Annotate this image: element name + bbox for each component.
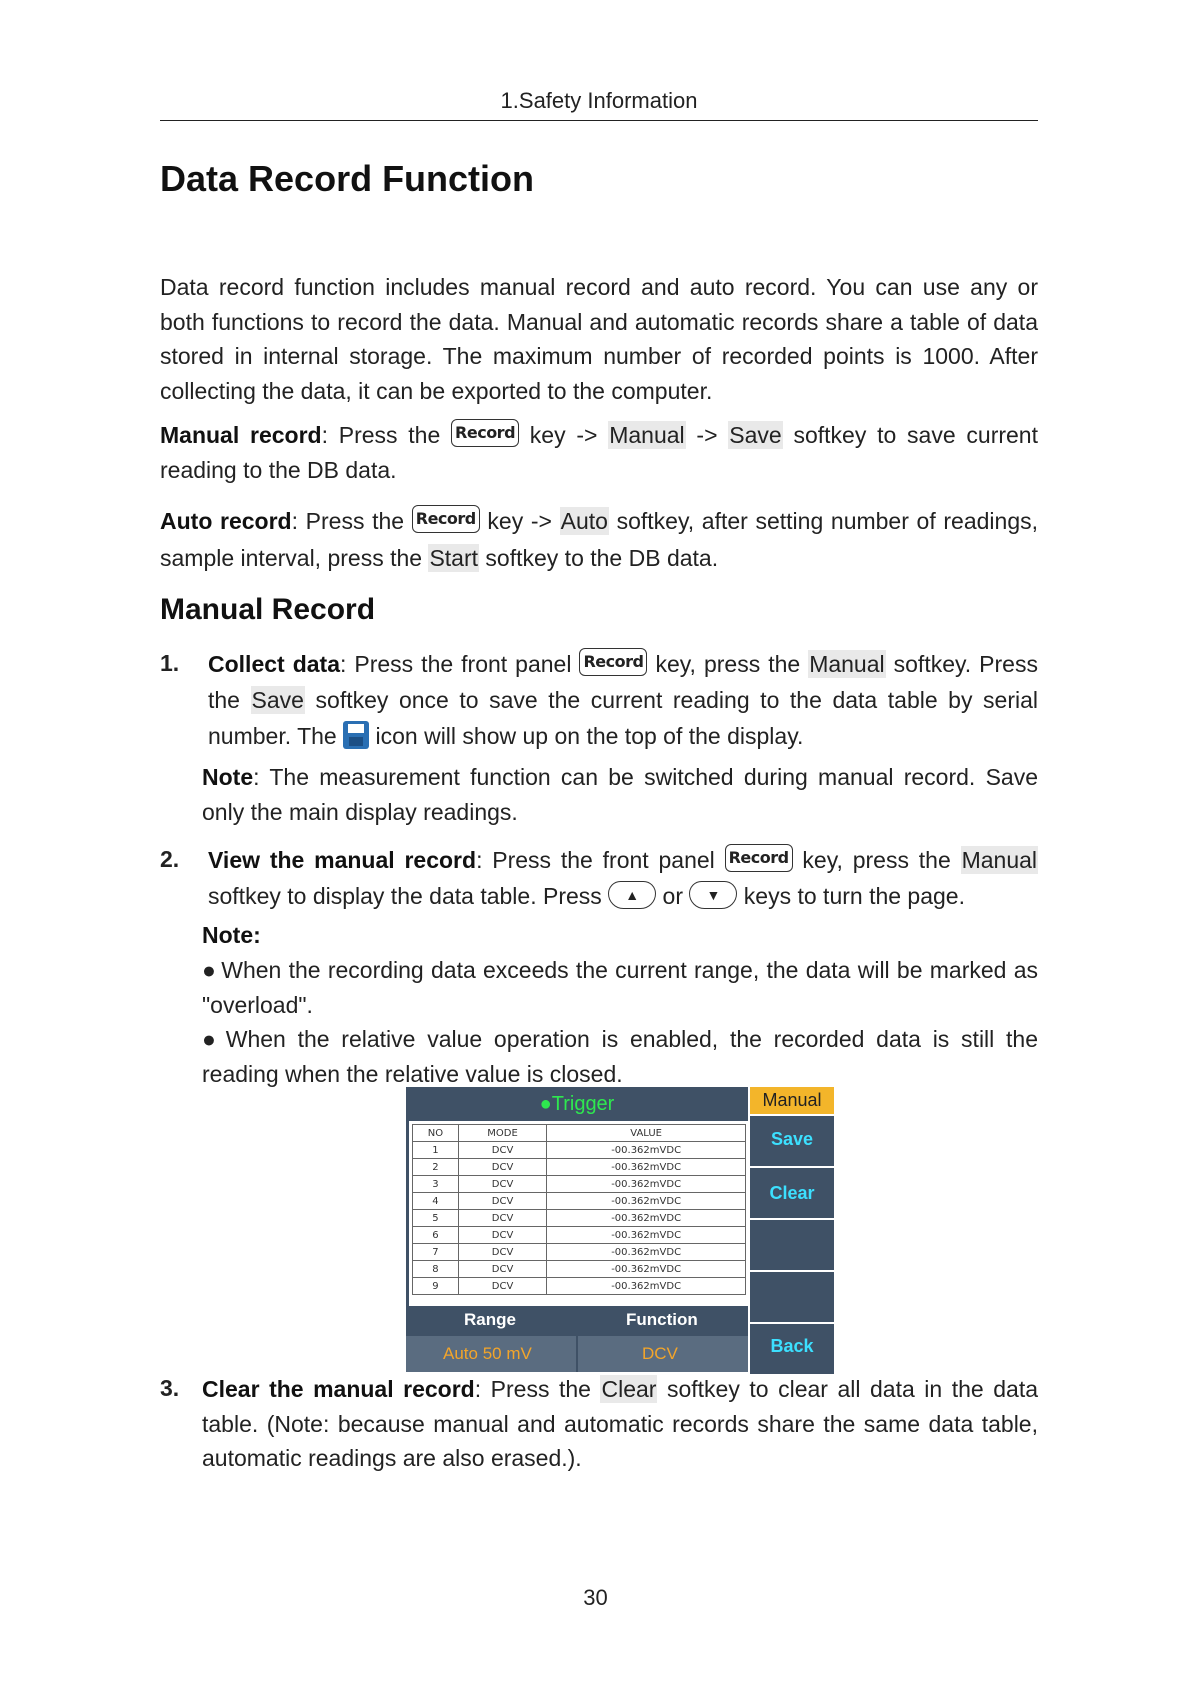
note-label: Note [202, 764, 254, 790]
manual-softkey-ref: Manual [809, 651, 885, 677]
auto-record-paragraph [160, 503, 1038, 577]
step-number: 2. [160, 846, 180, 872]
text: softkey to display the data table. Press [208, 883, 609, 909]
text: softkey to the DB data. [479, 545, 719, 571]
table-row [413, 1193, 746, 1210]
cell: -00.362mVDC [547, 1176, 746, 1193]
table-row [413, 1176, 746, 1193]
divider [576, 1336, 578, 1372]
cell: -00.362mVDC [547, 1278, 746, 1295]
cell: DCV [458, 1159, 546, 1176]
cell: DCV [458, 1193, 546, 1210]
note-label: Note: [202, 922, 261, 948]
auto-record-label: Auto record [160, 508, 292, 534]
text: : Press the [291, 508, 412, 534]
text: key, press the [647, 651, 809, 677]
text: softkey once to save the current reading to the data table by serial number. The [208, 687, 1038, 749]
trigger-status: ●Trigger [406, 1087, 748, 1121]
page-title: Data Record Function [160, 158, 535, 199]
bullet-item [202, 953, 1038, 1022]
cell: DCV [458, 1244, 546, 1261]
manual-softkey-ref: Manual [961, 847, 1038, 873]
cell: DCV [458, 1261, 546, 1278]
record-key-icon: Record [579, 648, 647, 676]
text: key -> [479, 508, 560, 534]
cell: 1 [413, 1142, 459, 1159]
table-row [413, 1159, 746, 1176]
step1-text [208, 646, 1038, 754]
up-arrow-key-icon: ▲ [608, 881, 656, 909]
page-header: 1.Safety Information [160, 88, 1038, 121]
record-key-icon: Record [451, 419, 519, 447]
function-value: DCV [642, 1344, 678, 1363]
text: key -> [519, 422, 609, 448]
text: : Press the [321, 422, 452, 448]
step1-note [202, 760, 1038, 829]
bullet-item [202, 1022, 1038, 1091]
empty-softkey [748, 1270, 834, 1322]
text: softkey, after setting number of readings, sample interval, press the [160, 508, 1038, 571]
text: or [656, 883, 690, 909]
column-header: MODE [458, 1125, 546, 1142]
cell: 9 [413, 1278, 459, 1295]
text: softkey to save current reading to the DB data. [160, 422, 1038, 483]
table-header-row [413, 1125, 746, 1142]
column-header: VALUE [547, 1125, 746, 1142]
device-screen-image [406, 1087, 832, 1372]
save-softkey-ref: Save [251, 687, 304, 713]
cell: -00.362mVDC [547, 1227, 746, 1244]
column-header: NO [413, 1125, 459, 1142]
clear-softkey: Clear [748, 1166, 834, 1218]
bullet-icon: ● [202, 1026, 216, 1052]
step1-label: Collect data [208, 651, 340, 677]
text: : Press the front panel [476, 847, 725, 873]
cell: 6 [413, 1227, 459, 1244]
cell: -00.362mVDC [547, 1244, 746, 1261]
text: softkey to clear all data in the data table. (Note: because manual and automatic records share the same data table, automatic readings are also erased.). [202, 1376, 1039, 1471]
range-label: Range [464, 1310, 516, 1329]
table-row [413, 1227, 746, 1244]
table-row [413, 1244, 746, 1261]
save-disk-icon [343, 721, 369, 749]
record-key-icon: Record [725, 844, 793, 872]
range-value: Auto 50 mV [443, 1344, 532, 1363]
page-number: 30 [583, 1585, 608, 1610]
cell: DCV [458, 1142, 546, 1159]
step3-label: Clear the manual record [202, 1376, 475, 1402]
text: softkey. Press the [208, 651, 1038, 713]
cell: DCV [458, 1210, 546, 1227]
down-arrow-key-icon: ▼ [689, 881, 737, 909]
cell: -00.362mVDC [547, 1261, 746, 1278]
bottom-values [406, 1336, 748, 1372]
text: key, press the [792, 847, 961, 873]
cell: -00.362mVDC [547, 1193, 746, 1210]
cell: -00.362mVDC [547, 1142, 746, 1159]
cell: 8 [413, 1261, 459, 1278]
intro-paragraph: Data record function includes manual record and auto record. You can use any or both functions to record the data. Manual and automatic records share a table of data stored in internal storage. The maximum number of recorded points is 1000. After collecting the data, it can be exported to the computer. [160, 274, 1038, 404]
text: icon will show up on the top of the display. [369, 723, 804, 749]
cell: 7 [413, 1244, 459, 1261]
table-row [413, 1210, 746, 1227]
cell: 3 [413, 1176, 459, 1193]
step-number: 3. [160, 1375, 180, 1401]
function-label: Function [626, 1310, 698, 1329]
auto-softkey-ref: Auto [560, 508, 608, 534]
bottom-labels [406, 1306, 748, 1336]
step-number: 1. [160, 650, 180, 676]
step2-label: View the manual record [208, 847, 477, 873]
empty-softkey [748, 1218, 834, 1270]
bullet-icon: ● [202, 957, 216, 983]
table-row [413, 1261, 746, 1278]
record-key-icon: Record [412, 505, 480, 533]
save-softkey: Save [748, 1114, 834, 1166]
manual-softkey-ref: Manual [609, 422, 685, 448]
cell: -00.362mVDC [547, 1210, 746, 1227]
back-softkey: Back [748, 1322, 834, 1374]
softkey-menu-title: Manual [748, 1087, 834, 1114]
text: When the recording data exceeds the current range, the data will be marked as "overload". [202, 957, 1038, 1018]
start-softkey-ref: Start [429, 545, 479, 571]
step2-note-label [202, 918, 1038, 953]
manual-record-paragraph [160, 418, 1038, 487]
table-row [413, 1278, 746, 1295]
cell: 2 [413, 1159, 459, 1176]
text: -> [685, 422, 729, 448]
step2-text [208, 842, 1038, 914]
text: : Press the front panel [339, 651, 580, 677]
cell: DCV [458, 1278, 546, 1295]
cell: 4 [413, 1193, 459, 1210]
cell: -00.362mVDC [547, 1159, 746, 1176]
text: When the relative value operation is enabled, the recorded data is still the reading when the relative value is closed. [202, 1026, 1038, 1087]
save-softkey-ref: Save [729, 422, 782, 448]
subheading: Manual Record [160, 593, 376, 626]
text: : The measurement function can be switched during manual record. Save only the main display readings. [202, 764, 1038, 825]
table-row [413, 1142, 746, 1159]
text: : Press the [474, 1376, 601, 1402]
step3-text [202, 1372, 1038, 1476]
manual-record-label: Manual record [160, 422, 322, 448]
cell: 5 [413, 1210, 459, 1227]
cell: DCV [458, 1176, 546, 1193]
text: keys to turn the page. [737, 883, 965, 909]
cell: DCV [458, 1227, 546, 1244]
clear-softkey-ref: Clear [601, 1376, 657, 1402]
